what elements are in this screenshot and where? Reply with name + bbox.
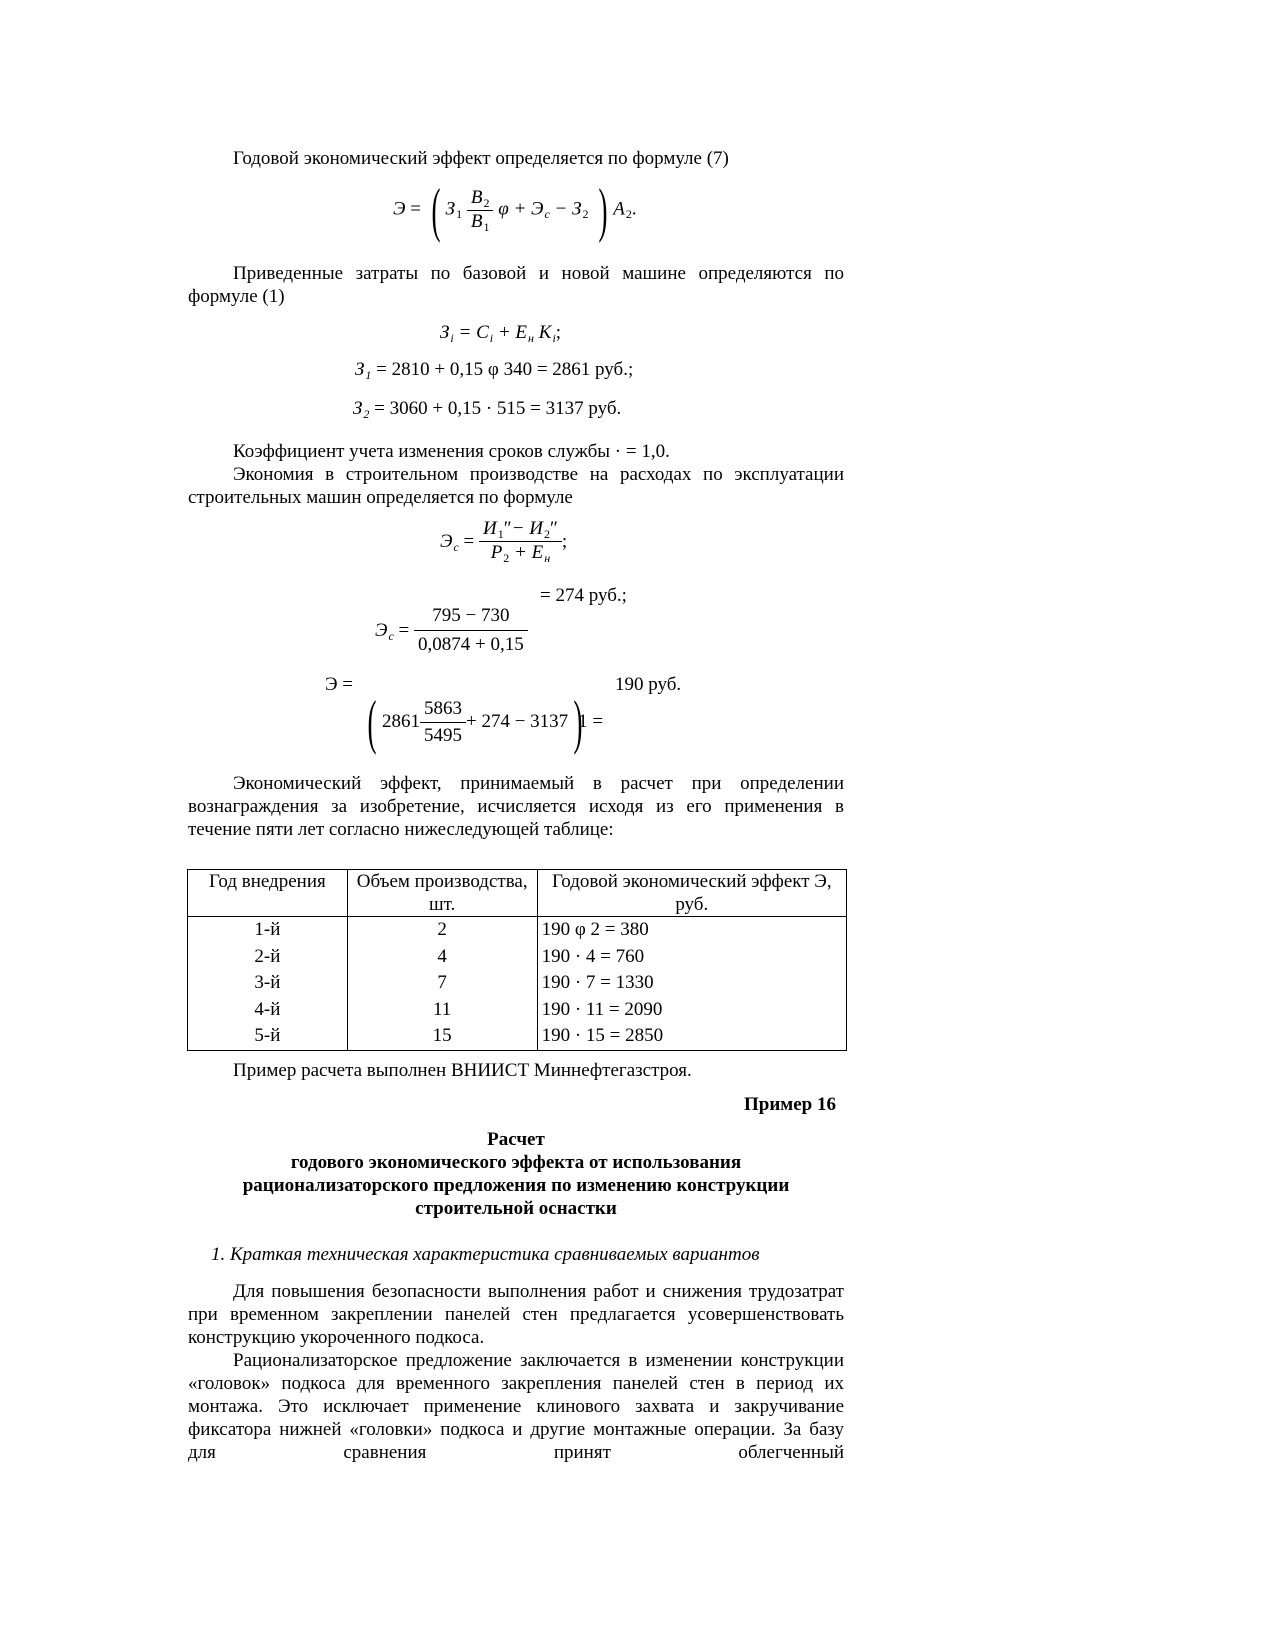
section-title — [188, 1128, 844, 1220]
formula-index: 2 — [363, 407, 370, 421]
table-row — [188, 1023, 847, 1050]
results-table — [187, 869, 847, 1051]
fraction-denominator: 5495 — [420, 722, 466, 749]
formula-1-general — [440, 321, 561, 346]
left-paren: ( — [367, 689, 377, 755]
formula-operator: = — [463, 530, 475, 552]
formula-index: 2 — [503, 551, 510, 565]
formula-number: 2861 — [381, 711, 420, 732]
intro-line: Годовой экономический эффект определяется по формуле (7) — [233, 148, 729, 169]
formula-ec — [440, 518, 567, 565]
formula-fraction — [420, 696, 466, 749]
safety-paragraph: Для повышения безопасности выполнения работ и снижения трудозатрат при временном закреплении панелей стен предлагается усовершенствовать конструкцию укороченного подкоса. — [188, 1281, 844, 1348]
table-row — [188, 917, 847, 944]
fraction-numerator: 5863 — [423, 697, 462, 719]
header-volume: Объем производства, шт. — [347, 870, 537, 917]
cell-volume: 7 — [347, 970, 537, 997]
effect-paragraph: Экономический эффект, принимаемый в расчет при определении вознаграждения за изобретение, исчисляется исходя из его применения в течение пяти лет согласно нижеследующей таблице: — [188, 773, 844, 840]
fraction-denominator: 0,0874 + 0,15 — [414, 630, 528, 659]
title-line: рационализаторского предложения по изменению конструкции — [242, 1175, 790, 1196]
formula-prime: ″ — [549, 518, 558, 539]
fraction-denominator: В — [470, 210, 483, 232]
fraction-numerator: И — [483, 518, 497, 539]
formula-symbol: φ — [498, 198, 509, 220]
formula-end: ; — [555, 322, 562, 343]
formula-end: 1 = — [578, 711, 604, 732]
cell-year: 3-й — [188, 970, 348, 997]
formula-symbol: З — [440, 322, 450, 343]
table-row — [188, 944, 847, 971]
formula-7 — [393, 177, 637, 243]
formula-fraction — [467, 187, 494, 234]
formula-index: 1 — [497, 527, 504, 541]
right-paren: ) — [573, 689, 583, 755]
formula-term: + E — [493, 322, 528, 343]
formula-term: − З — [554, 198, 582, 220]
formula-operator: = — [410, 198, 421, 220]
formula-calculation: = 2810 + 0,15 φ 340 = 2861 руб.; — [371, 359, 634, 380]
title-line: годового экономического эффекта от использования — [290, 1152, 742, 1173]
formula-end: . — [631, 198, 637, 220]
formula-fraction — [479, 518, 562, 565]
cell-effect: 190 · 15 = 2850 — [537, 1023, 846, 1050]
formula-index: i — [450, 331, 454, 345]
cell-year: 5-й — [188, 1023, 348, 1050]
table-row — [188, 970, 847, 997]
formula-fraction — [414, 602, 528, 659]
formula-index: с — [544, 207, 550, 222]
formula-symbol: Э — [375, 619, 388, 641]
cell-effect: 190 · 7 = 1330 — [537, 970, 846, 997]
formula-end: ; — [561, 530, 568, 552]
cell-effect: 190 · 11 = 2090 — [537, 997, 846, 1024]
formula-index: 1 — [483, 219, 490, 234]
coefficient-line: Коэффициент учета изменения сроков службы · = 1,0. — [233, 441, 670, 462]
formula-z2 — [353, 397, 621, 422]
formula-index: н — [544, 551, 551, 565]
formula-calculation: = 3060 + 0,15 · 515 = 3137 руб. — [369, 398, 622, 419]
rationalization-paragraph: Рационализаторское предложение заключается в изменении конструкции «головок» подкоса для временного закрепления панелей стен в период их монтажа. Это исключает применение клинового захвата и закручивание фиксатора нижней «головки» подкоса и другие монтажные операции. За базу для сравнения принят облегченный — [188, 1350, 844, 1463]
formula-index: 2 — [543, 527, 550, 541]
formula-index: с — [453, 539, 459, 554]
formula-index: i — [489, 331, 494, 345]
header-year: Год внедрения — [188, 870, 348, 917]
calc-e — [362, 689, 604, 755]
cell-effect: 190 φ 2 = 380 — [537, 917, 846, 944]
costs-paragraph: Приведенные затраты по базовой и новой машине определяются по формуле (1) — [188, 263, 844, 307]
formula-term: − И — [511, 518, 543, 539]
formula-index: н — [528, 331, 534, 345]
formula-term: K — [534, 322, 552, 343]
cell-year: 1-й — [188, 917, 348, 944]
formula-symbol: Э — [440, 530, 453, 552]
calc-ec-result: = 274 руб.; — [540, 585, 627, 606]
formula-index: 1 — [365, 368, 372, 382]
cell-year: 2-й — [188, 944, 348, 971]
formula-symbol: З — [353, 398, 363, 419]
formula-operator: = — [398, 619, 410, 641]
formula-symbol: З — [355, 359, 365, 380]
title-line: Расчет — [487, 1129, 545, 1150]
formula-symbol: Э — [393, 198, 406, 220]
calc-e-lhs: Э = — [325, 674, 354, 695]
calc-e-result: 190 руб. — [615, 674, 682, 695]
fraction-numerator: 795 − 730 — [432, 605, 510, 626]
table-header-row — [188, 870, 847, 917]
formula-term: + Э — [513, 198, 544, 220]
formula-term: + E — [514, 542, 544, 563]
fraction-denominator: P — [490, 542, 503, 563]
economy-paragraph: Экономия в строительном производстве на расходах по эксплуатации строительных машин определяется по формуле — [188, 464, 844, 508]
cell-volume: 15 — [347, 1023, 537, 1050]
table-row — [188, 997, 847, 1024]
fraction-numerator: В — [470, 186, 483, 208]
header-effect: Годовой экономический эффект Э, руб. — [537, 870, 846, 917]
formula-symbol: A — [613, 198, 625, 220]
cell-volume: 11 — [347, 997, 537, 1024]
cell-effect: 190 · 4 = 760 — [537, 944, 846, 971]
formula-prime: ″ — [503, 518, 512, 539]
formula-index: 1 — [456, 207, 463, 222]
formula-z1 — [355, 358, 633, 383]
cell-volume: 2 — [347, 917, 537, 944]
cell-volume: 4 — [347, 944, 537, 971]
title-line: строительной оснастки — [415, 1198, 617, 1219]
formula-index: 2 — [625, 207, 632, 222]
example-done-line: Пример расчета выполнен ВНИИСТ Миннефтегазстроя. — [233, 1060, 692, 1081]
formula-index: 2 — [483, 195, 490, 210]
formula-index: 2 — [582, 207, 589, 222]
section-heading: 1. Краткая техническая характеристика сравниваемых вариантов — [211, 1244, 760, 1265]
formula-term: = C — [453, 322, 489, 343]
calc-ec — [375, 602, 528, 659]
left-paren: ( — [431, 177, 441, 243]
formula-term: + 274 − 3137 — [465, 711, 569, 732]
formula-index: i — [552, 331, 556, 345]
formula-index: с — [388, 628, 394, 643]
example-number: Пример 16 — [744, 1094, 836, 1115]
cell-year: 4-й — [188, 997, 348, 1024]
right-paren: ) — [598, 177, 608, 243]
formula-symbol: З — [445, 198, 456, 220]
